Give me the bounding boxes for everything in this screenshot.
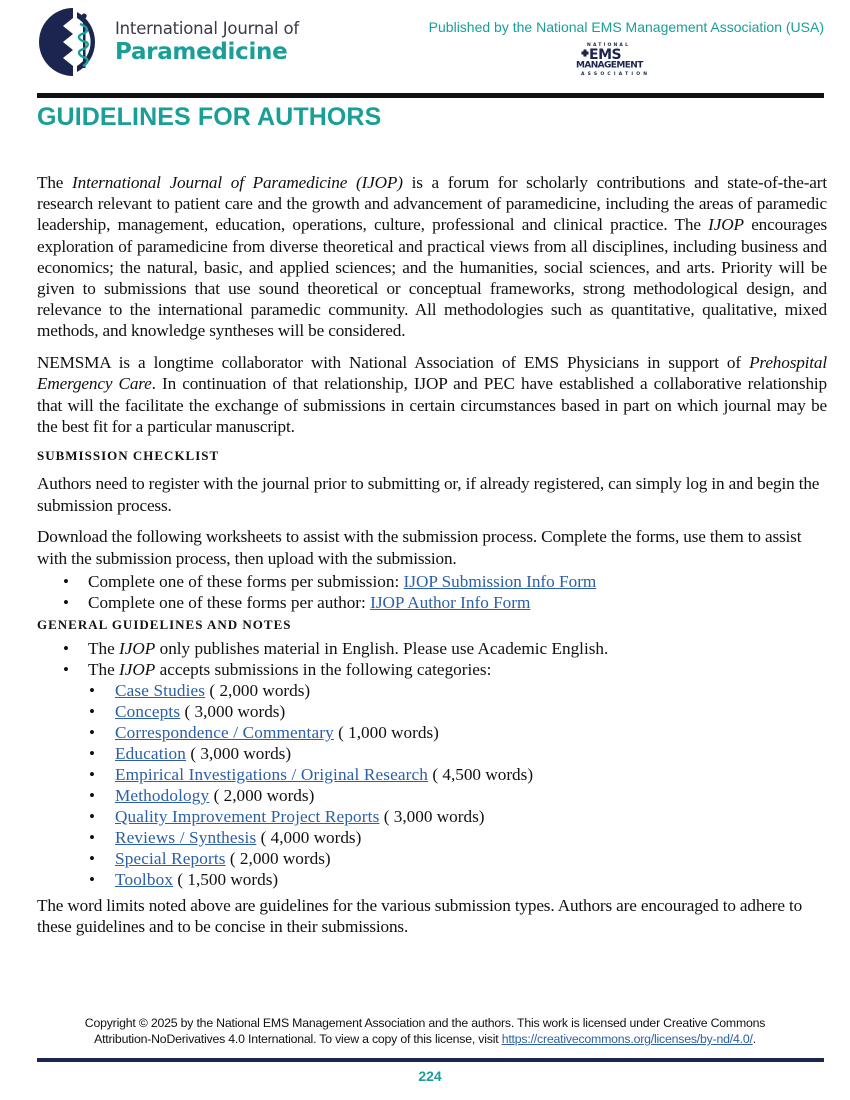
svg-text:ASSOCIATION: ASSOCIATION <box>581 72 651 76</box>
text-run: . In continuation of that relationship, IJOP and PEC have established a collaborative relationship that will the facilitate the exchange of submissions in certain circumstances based in part on which journal may be the best fit for a particular manuscript. <box>37 374 827 436</box>
footer-divider <box>37 1058 824 1062</box>
word-limit: ( 3,000 words) <box>379 806 485 826</box>
license-link[interactable]: https://creativecommons.org/licenses/by-nd/4.0/ <box>501 1032 753 1046</box>
copyright-line-2 <box>30 1031 820 1047</box>
text-run: The <box>88 659 120 679</box>
category-item <box>37 701 827 722</box>
journal-name <box>115 19 299 65</box>
copyright-notice <box>30 1015 820 1047</box>
text-run: encourages exploration of paramedicine from diverse theoretical and practical views from all disciplines, including business and economics; the natural, basic, and applied sciences; and the humanities, social sciences, and arts. Priority will be given to submissions that use sound theoretical or conceptual frameworks, strong methodological design, and relevance to the international paramedic community. All methodologies such as quantitative, qualitative, mixed methods, and knowledge syntheses will be considered. <box>37 215 827 341</box>
category-item <box>37 848 827 869</box>
category-link-toolbox[interactable]: Toolbox <box>115 869 174 889</box>
text-run: The <box>88 638 120 658</box>
word-limit: ( 3,000 words) <box>180 701 286 721</box>
text-run: is a forum for scholarly contributions and state-of-the-art research relevant to patient care and the growth and advancement of paramedicine, including the areas of paramedic leadership, management, education, operations, culture, professional and clinical practice. The <box>37 173 827 235</box>
word-limit: ( 4,000 words) <box>256 827 362 847</box>
list-item <box>37 638 827 659</box>
category-link-correspondence-commentary[interactable]: Correspondence / Commentary <box>115 722 334 742</box>
page-number: 224 <box>418 1068 442 1084</box>
text-run: NEMSMA is a longtime collaborator with National Association of EMS Physicians in support of <box>37 353 750 373</box>
intro-paragraph-2 <box>37 352 827 437</box>
word-limit: ( 2,000 words) <box>225 848 331 868</box>
author-info-form-link[interactable]: IJOP Author Info Form <box>370 592 531 612</box>
svg-text:EMS: EMS <box>589 47 622 63</box>
page-title: GUIDELINES FOR AUTHORS <box>37 103 382 131</box>
category-item <box>37 869 827 890</box>
nemsma-logo <box>573 40 657 76</box>
category-item <box>37 764 827 785</box>
svg-text:MANAGEMENT: MANAGEMENT <box>576 60 643 71</box>
category-item <box>37 722 827 743</box>
category-link-empirical-investigations[interactable]: Empirical Investigations / Original Research <box>115 764 429 784</box>
journal-name-line2: Paramedicine <box>115 39 288 65</box>
ijop-italic: IJOP <box>708 215 744 235</box>
word-limit: ( 2,000 words) <box>205 680 311 700</box>
list-item <box>37 592 827 613</box>
section-heading-general-guidelines: GENERAL GUIDELINES AND NOTES <box>37 616 292 632</box>
word-limit: ( 3,000 words) <box>186 743 292 763</box>
worksheet-list <box>37 571 827 613</box>
word-limits-note: The word limits noted above are guidelines for the various submission types. Authors are encouraged to adhere to these guidelines and to be concise in their submissions. <box>37 895 803 936</box>
category-item <box>37 743 827 764</box>
list-item <box>37 659 827 890</box>
pec-journal-italic: Prehospital Emergency Care <box>37 353 827 394</box>
word-limit: ( 2,000 words) <box>209 785 315 805</box>
category-link-methodology[interactable]: Methodology <box>115 785 210 805</box>
guidelines-list <box>37 638 827 890</box>
star-of-life-icon <box>37 6 109 78</box>
checklist-paragraph-1: Authors need to register with the journal prior to submitting or, if already registered, can simply log in and begin the submission process. <box>37 474 820 515</box>
word-limit: ( 4,500 words) <box>428 764 534 784</box>
ijop-italic: IJOP <box>119 659 156 679</box>
checklist-paragraph-2: Download the following worksheets to assist with the submission process. Complete the forms, use them to assist with the submission process, then upload with the submission. <box>37 527 802 568</box>
text-run: . <box>752 1032 756 1046</box>
svg-text:NATIONAL: NATIONAL <box>587 43 631 48</box>
category-link-case-studies[interactable]: Case Studies <box>115 680 206 700</box>
journal-name-italic: International Journal of Paramedicine (IJOP) <box>72 173 403 192</box>
word-limit: ( 1,500 words) <box>173 869 279 889</box>
category-link-education[interactable]: Education <box>115 743 187 763</box>
category-item <box>37 806 827 827</box>
journal-name-line1: International Journal of <box>115 19 299 38</box>
list-item-text: Complete one of these forms per submission: <box>88 571 404 591</box>
text-run: accepts submissions in the following categories: <box>155 659 492 679</box>
list-item-text: Complete one of these forms per author: <box>88 592 371 612</box>
category-link-special-reports[interactable]: Special Reports <box>115 848 226 868</box>
section-heading-submission-checklist: SUBMISSION CHECKLIST <box>37 448 220 464</box>
category-link-reviews-synthesis[interactable]: Reviews / Synthesis <box>115 827 257 847</box>
word-limit: ( 1,000 words) <box>333 722 439 742</box>
category-item <box>37 827 827 848</box>
list-item <box>37 571 827 592</box>
text-run: only publishes material in English. Please use Academic English. <box>155 638 609 658</box>
copyright-line-1: Copyright © 2025 by the National EMS Management Association and the authors. This work is licensed under Creative Commons <box>84 1016 766 1030</box>
submission-categories-list <box>37 680 827 890</box>
text-run: Attribution-NoDerivatives 4.0 International. To view a copy of this license, visit <box>94 1032 502 1046</box>
category-link-quality-improvement[interactable]: Quality Improvement Project Reports <box>115 806 380 826</box>
category-link-concepts[interactable]: Concepts <box>115 701 181 721</box>
article-body <box>37 172 827 948</box>
category-item <box>37 785 827 806</box>
header-divider <box>37 93 824 98</box>
journal-logo <box>37 6 317 78</box>
submission-info-form-link[interactable]: IJOP Submission Info Form <box>403 571 597 591</box>
publisher-line: Published by the National EMS Management Association (USA) <box>428 19 824 35</box>
category-item <box>37 680 827 701</box>
ijop-italic: IJOP <box>119 638 156 658</box>
text-run: The <box>37 173 73 192</box>
intro-paragraph-1 <box>37 172 827 342</box>
